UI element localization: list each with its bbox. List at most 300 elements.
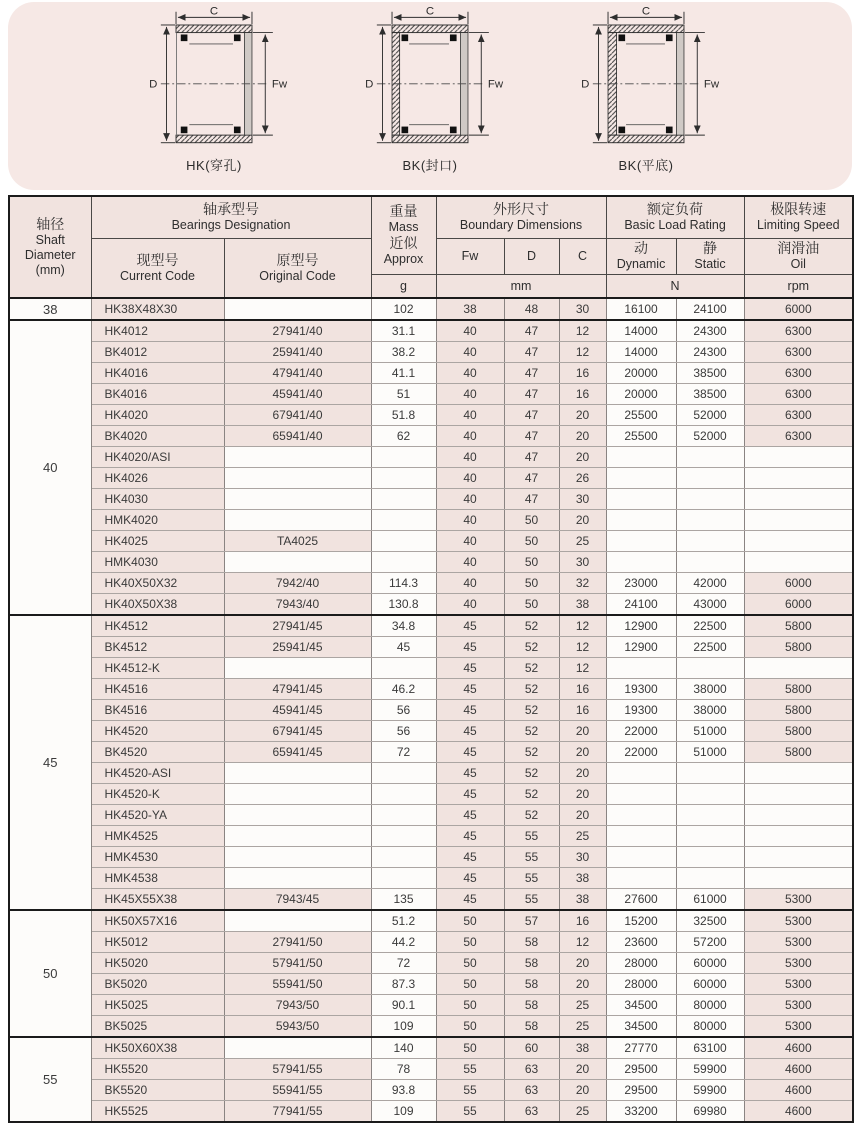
original-code-cell: 67941/40: [224, 405, 371, 426]
d-cell: 63: [504, 1080, 559, 1101]
fw-cell: 50: [436, 910, 504, 932]
dynamic-load-cell: 23600: [606, 932, 676, 953]
current-code-cell: HK4012: [91, 320, 224, 342]
original-code-cell: [224, 805, 371, 826]
d-cell: 58: [504, 932, 559, 953]
static-load-cell: [676, 531, 744, 552]
d-cell: 52: [504, 763, 559, 784]
oil-speed-cell: [744, 868, 853, 889]
static-load-cell: 60000: [676, 974, 744, 995]
header-bearings-designation: 轴承型号 Bearings Designation: [91, 196, 371, 238]
c-cell: 16: [559, 363, 606, 384]
fw-cell: 55: [436, 1059, 504, 1080]
mass-cell: [371, 868, 436, 889]
static-load-cell: 57200: [676, 932, 744, 953]
static-load-cell: 51000: [676, 721, 744, 742]
oil-speed-cell: [744, 510, 853, 531]
d-cell: 57: [504, 910, 559, 932]
fw-cell: 40: [436, 468, 504, 489]
c-cell: 20: [559, 510, 606, 531]
dynamic-load-cell: [606, 489, 676, 510]
table-row: [9, 742, 853, 763]
table-row: [9, 594, 853, 616]
table-row: [9, 468, 853, 489]
table-row: [9, 763, 853, 784]
fw-cell: 40: [436, 594, 504, 616]
header-unit-g: g: [371, 274, 436, 298]
original-code-cell: [224, 468, 371, 489]
oil-speed-cell: [744, 805, 853, 826]
d-cell: 63: [504, 1101, 559, 1123]
static-load-cell: 24100: [676, 298, 744, 320]
fw-cell: 50: [436, 1016, 504, 1038]
oil-speed-cell: 5800: [744, 615, 853, 637]
mass-cell: [371, 658, 436, 679]
header-fw: Fw: [436, 238, 504, 274]
mass-cell: [371, 552, 436, 573]
dynamic-load-cell: 16100: [606, 298, 676, 320]
d-cell: 58: [504, 974, 559, 995]
oil-speed-cell: 6300: [744, 342, 853, 363]
current-code-cell: HK4512: [91, 615, 224, 637]
mass-cell: 109: [371, 1016, 436, 1038]
static-load-cell: 22500: [676, 615, 744, 637]
table-row: [9, 932, 853, 953]
original-code-cell: 25941/40: [224, 342, 371, 363]
static-load-cell: 63100: [676, 1037, 744, 1059]
original-code-cell: 7942/40: [224, 573, 371, 594]
oil-speed-cell: 5300: [744, 910, 853, 932]
table-row: [9, 1037, 853, 1059]
fw-cell: 50: [436, 995, 504, 1016]
mass-cell: 45: [371, 637, 436, 658]
current-code-cell: BK5025: [91, 1016, 224, 1038]
bearing-diagram-bk-sealed-icon: [344, 6, 516, 156]
original-code-cell: 57941/50: [224, 953, 371, 974]
mass-cell: [371, 510, 436, 531]
oil-speed-cell: [744, 447, 853, 468]
dynamic-load-cell: 15200: [606, 910, 676, 932]
original-code-cell: 67941/45: [224, 721, 371, 742]
original-code-cell: 47941/45: [224, 679, 371, 700]
dynamic-load-cell: [606, 658, 676, 679]
fw-cell: 45: [436, 889, 504, 911]
dim-label-fw: Fw: [703, 78, 720, 91]
d-cell: 47: [504, 363, 559, 384]
original-code-cell: [224, 447, 371, 468]
mass-cell: 72: [371, 742, 436, 763]
current-code-cell: HK4520-YA: [91, 805, 224, 826]
mass-cell: 109: [371, 1101, 436, 1123]
original-code-cell: 65941/45: [224, 742, 371, 763]
header-original-code: 原型号 Original Code: [224, 238, 371, 298]
c-cell: 25: [559, 531, 606, 552]
mass-cell: 62: [371, 426, 436, 447]
d-cell: 52: [504, 742, 559, 763]
original-code-cell: TA4025: [224, 531, 371, 552]
oil-speed-cell: 5300: [744, 974, 853, 995]
dim-label-c: C: [641, 6, 651, 18]
fw-cell: 45: [436, 826, 504, 847]
static-load-cell: [676, 489, 744, 510]
mass-cell: [371, 805, 436, 826]
current-code-cell: HK50X60X38: [91, 1037, 224, 1059]
original-code-cell: 5943/50: [224, 1016, 371, 1038]
mass-cell: 93.8: [371, 1080, 436, 1101]
mass-cell: 31.1: [371, 320, 436, 342]
mass-cell: 114.3: [371, 573, 436, 594]
oil-speed-cell: [744, 489, 853, 510]
dynamic-load-cell: [606, 552, 676, 573]
dynamic-load-cell: 19300: [606, 679, 676, 700]
mass-cell: 44.2: [371, 932, 436, 953]
dynamic-load-cell: 27600: [606, 889, 676, 911]
current-code-cell: HK45X55X38: [91, 889, 224, 911]
fw-cell: 55: [436, 1080, 504, 1101]
current-code-cell: HK4020/ASI: [91, 447, 224, 468]
shaft-diameter-cell: 40: [9, 320, 91, 615]
c-cell: 26: [559, 468, 606, 489]
d-cell: 47: [504, 320, 559, 342]
dynamic-load-cell: [606, 868, 676, 889]
current-code-cell: HK4520-ASI: [91, 763, 224, 784]
dynamic-load-cell: 27770: [606, 1037, 676, 1059]
fw-cell: 50: [436, 953, 504, 974]
c-cell: 16: [559, 700, 606, 721]
static-load-cell: 42000: [676, 573, 744, 594]
fw-cell: 50: [436, 974, 504, 995]
d-cell: 55: [504, 847, 559, 868]
current-code-cell: HK4020: [91, 405, 224, 426]
table-row: [9, 510, 853, 531]
table-row: [9, 531, 853, 552]
bearing-spec-table: [8, 195, 854, 1123]
dynamic-load-cell: 29500: [606, 1080, 676, 1101]
figure-hk: [128, 6, 300, 174]
d-cell: 50: [504, 552, 559, 573]
original-code-cell: [224, 489, 371, 510]
header-unit-mm: mm: [436, 274, 606, 298]
d-cell: 50: [504, 573, 559, 594]
dynamic-load-cell: [606, 468, 676, 489]
original-code-cell: 27941/50: [224, 932, 371, 953]
oil-speed-cell: 6300: [744, 384, 853, 405]
oil-speed-cell: 6300: [744, 363, 853, 384]
table-row: [9, 342, 853, 363]
mass-cell: [371, 531, 436, 552]
static-load-cell: 22500: [676, 637, 744, 658]
dynamic-load-cell: 19300: [606, 700, 676, 721]
table-row: [9, 868, 853, 889]
c-cell: 12: [559, 615, 606, 637]
shaft-diameter-cell: 38: [9, 298, 91, 320]
c-cell: 20: [559, 742, 606, 763]
table-row: [9, 426, 853, 447]
c-cell: 20: [559, 974, 606, 995]
mass-cell: [371, 489, 436, 510]
d-cell: 47: [504, 447, 559, 468]
mass-cell: 90.1: [371, 995, 436, 1016]
table-row: [9, 447, 853, 468]
static-load-cell: 32500: [676, 910, 744, 932]
d-cell: 47: [504, 468, 559, 489]
oil-speed-cell: 5800: [744, 742, 853, 763]
fw-cell: 40: [436, 531, 504, 552]
current-code-cell: HK5012: [91, 932, 224, 953]
header-unit-n: N: [606, 274, 744, 298]
c-cell: 20: [559, 763, 606, 784]
oil-speed-cell: 4600: [744, 1101, 853, 1123]
static-load-cell: [676, 847, 744, 868]
oil-speed-cell: 5800: [744, 679, 853, 700]
static-load-cell: 69980: [676, 1101, 744, 1123]
header-shaft-diameter: 轴径 Shaft Diameter (mm): [9, 196, 91, 298]
oil-speed-cell: [744, 658, 853, 679]
mass-cell: 51.8: [371, 405, 436, 426]
oil-speed-cell: [744, 531, 853, 552]
fw-cell: 40: [436, 552, 504, 573]
original-code-cell: 7943/50: [224, 995, 371, 1016]
static-load-cell: [676, 826, 744, 847]
figure-bk-sealed: [344, 6, 516, 174]
original-code-cell: [224, 510, 371, 531]
original-code-cell: 77941/55: [224, 1101, 371, 1123]
static-load-cell: 61000: [676, 889, 744, 911]
d-cell: 50: [504, 594, 559, 616]
mass-cell: 46.2: [371, 679, 436, 700]
current-code-cell: HMK4525: [91, 826, 224, 847]
table-row: [9, 910, 853, 932]
fw-cell: 45: [436, 658, 504, 679]
table-row: [9, 1101, 853, 1123]
c-cell: 12: [559, 932, 606, 953]
table-row: [9, 679, 853, 700]
oil-speed-cell: 6300: [744, 320, 853, 342]
oil-speed-cell: [744, 468, 853, 489]
dynamic-load-cell: [606, 447, 676, 468]
c-cell: 20: [559, 405, 606, 426]
current-code-cell: HMK4030: [91, 552, 224, 573]
c-cell: 12: [559, 320, 606, 342]
c-cell: 38: [559, 889, 606, 911]
header-oil: 润滑油 Oil: [744, 238, 853, 274]
static-load-cell: 51000: [676, 742, 744, 763]
oil-speed-cell: 6300: [744, 426, 853, 447]
d-cell: 47: [504, 489, 559, 510]
fw-cell: 40: [436, 342, 504, 363]
static-load-cell: 80000: [676, 995, 744, 1016]
current-code-cell: HK38X48X30: [91, 298, 224, 320]
table-row: [9, 615, 853, 637]
dynamic-load-cell: 24100: [606, 594, 676, 616]
mass-cell: 34.8: [371, 615, 436, 637]
dynamic-load-cell: 25500: [606, 405, 676, 426]
oil-speed-cell: 5800: [744, 700, 853, 721]
table-row: [9, 363, 853, 384]
current-code-cell: HK4512-K: [91, 658, 224, 679]
fw-cell: 40: [436, 447, 504, 468]
d-cell: 52: [504, 637, 559, 658]
c-cell: 20: [559, 721, 606, 742]
header-c: C: [559, 238, 606, 274]
dynamic-load-cell: 28000: [606, 974, 676, 995]
fw-cell: 40: [436, 510, 504, 531]
original-code-cell: [224, 826, 371, 847]
current-code-cell: BK4516: [91, 700, 224, 721]
fw-cell: 45: [436, 784, 504, 805]
fw-cell: 40: [436, 320, 504, 342]
current-code-cell: HK4520-K: [91, 784, 224, 805]
current-code-cell: BK5020: [91, 974, 224, 995]
table-body: [9, 298, 853, 1122]
c-cell: 20: [559, 805, 606, 826]
fw-cell: 40: [436, 363, 504, 384]
c-cell: 16: [559, 384, 606, 405]
fw-cell: 40: [436, 489, 504, 510]
table-row: [9, 953, 853, 974]
current-code-cell: HK4030: [91, 489, 224, 510]
fw-cell: 45: [436, 721, 504, 742]
c-cell: 20: [559, 953, 606, 974]
fw-cell: 40: [436, 426, 504, 447]
d-cell: 47: [504, 384, 559, 405]
table-row: [9, 784, 853, 805]
static-load-cell: 38000: [676, 700, 744, 721]
fw-cell: 45: [436, 805, 504, 826]
static-load-cell: 38500: [676, 363, 744, 384]
fw-cell: 40: [436, 573, 504, 594]
table-row: [9, 1080, 853, 1101]
c-cell: 30: [559, 847, 606, 868]
dynamic-load-cell: 20000: [606, 384, 676, 405]
dynamic-load-cell: 20000: [606, 363, 676, 384]
oil-speed-cell: [744, 763, 853, 784]
d-cell: 48: [504, 298, 559, 320]
c-cell: 20: [559, 447, 606, 468]
original-code-cell: [224, 847, 371, 868]
original-code-cell: 7943/40: [224, 594, 371, 616]
c-cell: 25: [559, 995, 606, 1016]
c-cell: 20: [559, 426, 606, 447]
mass-cell: 38.2: [371, 342, 436, 363]
static-load-cell: 24300: [676, 320, 744, 342]
static-load-cell: [676, 784, 744, 805]
oil-speed-cell: [744, 552, 853, 573]
mass-cell: [371, 763, 436, 784]
static-load-cell: [676, 763, 744, 784]
dynamic-load-cell: 28000: [606, 953, 676, 974]
c-cell: 12: [559, 342, 606, 363]
table-row: [9, 826, 853, 847]
d-cell: 63: [504, 1059, 559, 1080]
original-code-cell: 45941/45: [224, 700, 371, 721]
fw-cell: 40: [436, 384, 504, 405]
header-dynamic: 动 Dynamic: [606, 238, 676, 274]
original-code-cell: [224, 868, 371, 889]
c-cell: 38: [559, 1037, 606, 1059]
static-load-cell: 52000: [676, 426, 744, 447]
d-cell: 52: [504, 805, 559, 826]
static-load-cell: 59900: [676, 1080, 744, 1101]
dim-label-d: D: [365, 78, 374, 91]
d-cell: 52: [504, 658, 559, 679]
static-load-cell: [676, 805, 744, 826]
diagram-caption-bk-flat: BK(平底): [618, 158, 674, 173]
oil-speed-cell: [744, 784, 853, 805]
current-code-cell: BK4012: [91, 342, 224, 363]
header-limiting-speed: 极限转速 Limiting Speed: [744, 196, 853, 238]
dynamic-load-cell: 14000: [606, 342, 676, 363]
table-row: [9, 1016, 853, 1038]
table-row: [9, 384, 853, 405]
dynamic-load-cell: 34500: [606, 1016, 676, 1038]
diagram-caption-bk-sealed: BK(封口): [402, 158, 458, 173]
d-cell: 60: [504, 1037, 559, 1059]
oil-speed-cell: 5300: [744, 1016, 853, 1038]
table-row: [9, 700, 853, 721]
c-cell: 30: [559, 298, 606, 320]
fw-cell: 38: [436, 298, 504, 320]
mass-cell: 41.1: [371, 363, 436, 384]
dynamic-load-cell: 12900: [606, 615, 676, 637]
dynamic-load-cell: 25500: [606, 426, 676, 447]
oil-speed-cell: 5300: [744, 953, 853, 974]
current-code-cell: HMK4538: [91, 868, 224, 889]
mass-cell: 78: [371, 1059, 436, 1080]
dynamic-load-cell: 29500: [606, 1059, 676, 1080]
current-code-cell: BK5520: [91, 1080, 224, 1101]
dynamic-load-cell: [606, 826, 676, 847]
table-row: [9, 573, 853, 594]
static-load-cell: [676, 447, 744, 468]
table-row: [9, 637, 853, 658]
table-row: [9, 552, 853, 573]
original-code-cell: 55941/50: [224, 974, 371, 995]
static-load-cell: 38500: [676, 384, 744, 405]
oil-speed-cell: 4600: [744, 1080, 853, 1101]
dynamic-load-cell: [606, 784, 676, 805]
static-load-cell: [676, 552, 744, 573]
fw-cell: 45: [436, 847, 504, 868]
current-code-cell: HMK4530: [91, 847, 224, 868]
mass-cell: 135: [371, 889, 436, 911]
current-code-cell: HK5025: [91, 995, 224, 1016]
fw-cell: 45: [436, 868, 504, 889]
fw-cell: 50: [436, 1037, 504, 1059]
d-cell: 58: [504, 995, 559, 1016]
table-row: [9, 320, 853, 342]
current-code-cell: HMK4020: [91, 510, 224, 531]
original-code-cell: 65941/40: [224, 426, 371, 447]
mass-cell: 140: [371, 1037, 436, 1059]
current-code-cell: HK4026: [91, 468, 224, 489]
fw-cell: 45: [436, 742, 504, 763]
mass-cell: [371, 784, 436, 805]
dynamic-load-cell: [606, 763, 676, 784]
d-cell: 52: [504, 721, 559, 742]
header-static: 静 Static: [676, 238, 744, 274]
table-header: [9, 196, 853, 298]
dim-label-fw: Fw: [271, 78, 288, 91]
fw-cell: 55: [436, 1101, 504, 1123]
oil-speed-cell: 6000: [744, 298, 853, 320]
oil-speed-cell: 6300: [744, 405, 853, 426]
mass-cell: [371, 447, 436, 468]
current-code-cell: BK4520: [91, 742, 224, 763]
table-row: [9, 889, 853, 911]
header-mass-approx: 重量 Mass 近似 Approx: [371, 196, 436, 274]
dynamic-load-cell: 33200: [606, 1101, 676, 1123]
